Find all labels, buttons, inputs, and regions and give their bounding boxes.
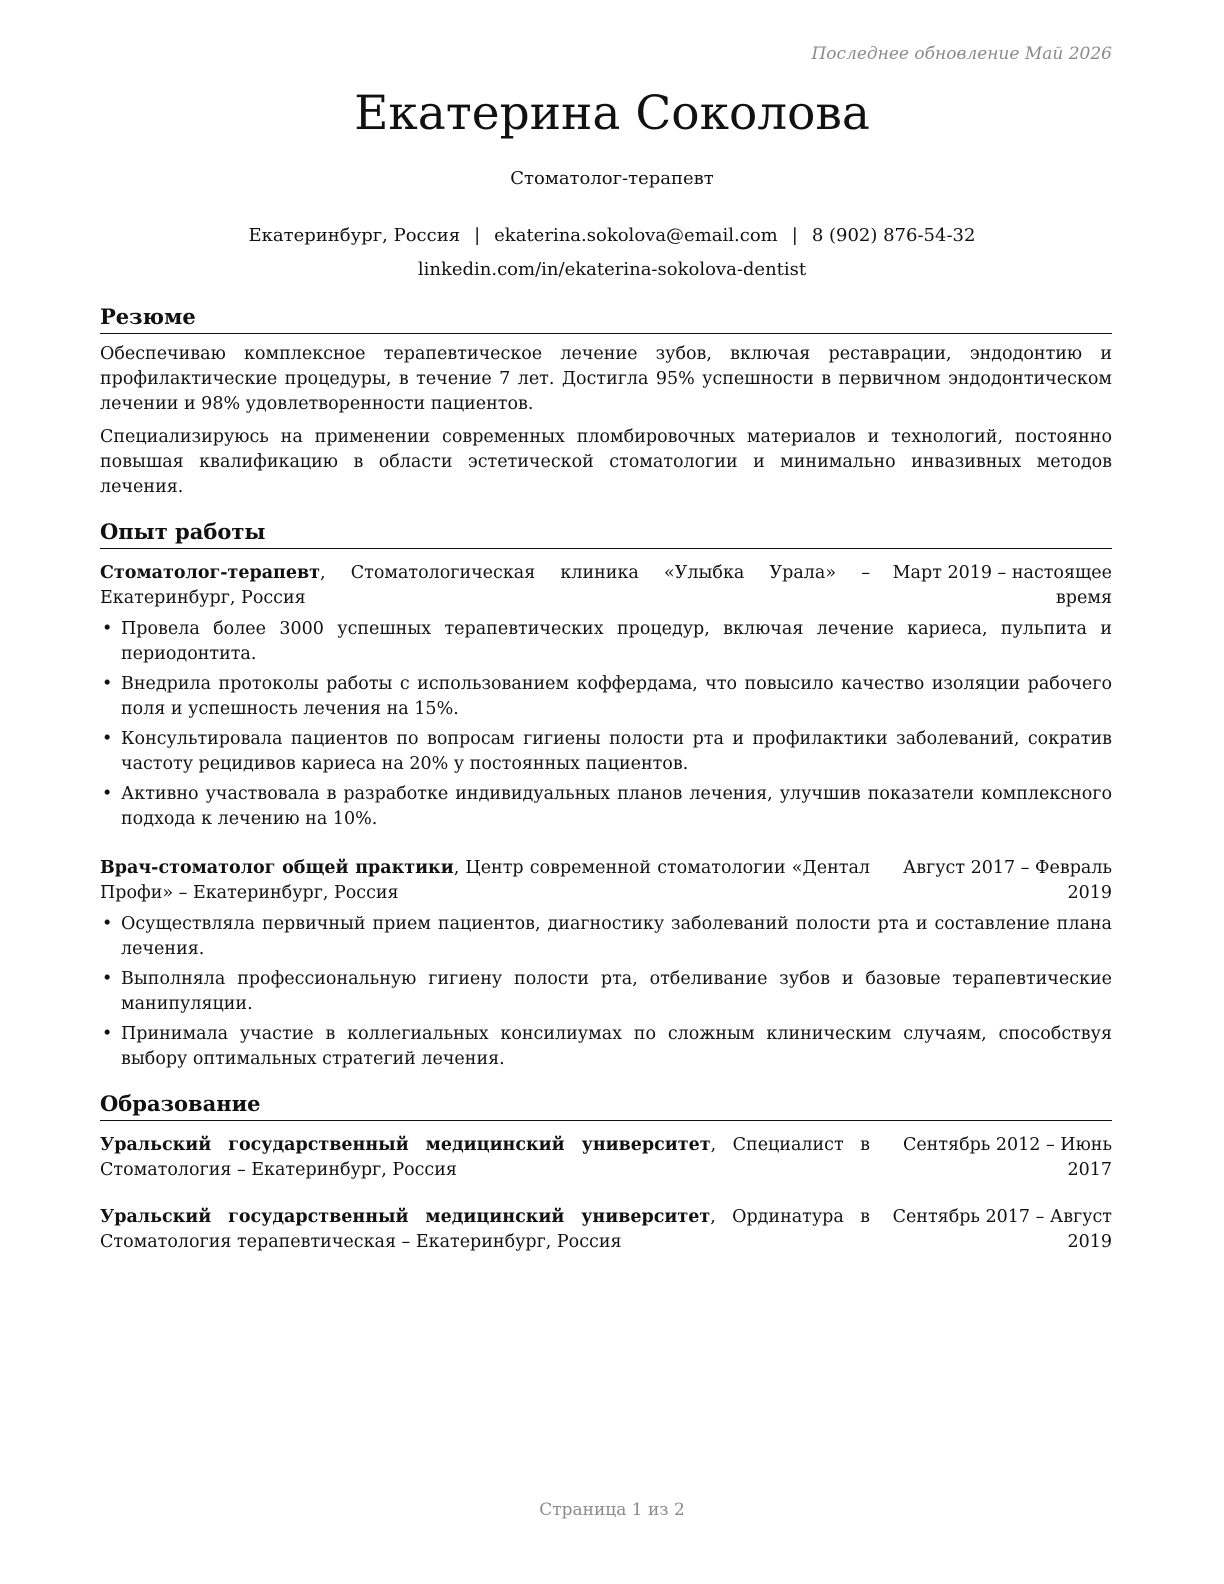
summary-paragraph: Специализируюсь на применении современных пломбировочных материалов и технологий, постоянно повышая квалификацию в области эстетической стоматологии и минимально инвазивных методов лечения. xyxy=(100,427,1112,497)
job-header xyxy=(100,856,1112,906)
linkedin-link[interactable]: linkedin.com/in/ekaterina-sokolova-dentist xyxy=(417,259,807,280)
list-item: • Провела более 3000 успешных терапевтических процедур, включая лечение кариеса, пульпита и периодонтита. xyxy=(100,617,1112,667)
school-name: Уральский государственный медицинский университет xyxy=(100,1207,711,1227)
job-entry xyxy=(100,561,1112,832)
education-dates: Сентябрь 2012 – Июнь 2017 xyxy=(902,1135,1112,1180)
job-position xyxy=(100,856,870,906)
email-link[interactable]: ekaterina.sokolova@email.com xyxy=(494,225,778,246)
education-heading: Образование xyxy=(100,1090,1112,1121)
education-dates: Сентябрь 2017 – Август 2019 xyxy=(892,1207,1112,1252)
job-role: Стоматолог-терапевт xyxy=(100,563,320,583)
job-position xyxy=(100,561,870,611)
list-item: • Выполняла профессиональную гигиену полости рта, отбеливание зубов и базовые терапевтические манипуляции. xyxy=(100,967,1112,1017)
job-dates: Август 2017 – Февраль 2019 xyxy=(902,858,1112,903)
job-header xyxy=(100,561,1112,611)
job-role: Врач-стоматолог общей практики xyxy=(100,858,454,878)
experience-heading: Опыт работы xyxy=(100,518,1112,549)
degree-detail: , Ординатура в Стоматология терапевтическая – Екатеринбург, Россия xyxy=(100,1207,870,1252)
job-achievements xyxy=(100,617,1112,832)
education-section xyxy=(100,1090,1112,1255)
page-number: Страница 1 из 2 xyxy=(539,1500,685,1520)
contact-line xyxy=(0,219,1224,253)
list-item: • Активно участвовала в разработке индивидуальных планов лечения, улучшив показатели комплексного подхода к лечению на 10%. xyxy=(100,782,1112,832)
education-entry xyxy=(100,1133,1112,1183)
education-institution xyxy=(100,1133,870,1183)
list-item: • Внедрила протоколы работы с использованием коффердама, что повысило качество изоляции рабочего поля и успешность лечения на 15%. xyxy=(100,672,1112,722)
education-institution xyxy=(100,1205,870,1255)
school-name: Уральский государственный медицинский университет xyxy=(100,1135,711,1155)
separator: | xyxy=(474,225,481,246)
job-title: Стоматолог-терапевт xyxy=(510,168,714,189)
candidate-name: Екатерина Соколова xyxy=(354,86,870,141)
degree-detail: , Специалист в Стоматология – Екатеринбург, Россия xyxy=(100,1135,870,1180)
job-organization: , Стоматологическая клиника «Улыбка Урала» – Екатеринбург, Россия xyxy=(100,563,870,608)
location: Екатеринбург, Россия xyxy=(248,225,461,246)
job-dates: Март 2019 – настоящее время xyxy=(892,563,1112,608)
list-item: • Консультировала пациентов по вопросам гигиены полости рта и профилактики заболеваний, сократив частоту рецидивов кариеса на 20% у постоянных пациентов. xyxy=(100,727,1112,777)
separator: | xyxy=(791,225,798,246)
contact-info xyxy=(0,219,1224,287)
job-achievements xyxy=(100,912,1112,1072)
list-item: • Принимала участие в коллегиальных консилиумах по сложным клиническим случаям, способствуя выбору оптимальных стратегий лечения. xyxy=(100,1022,1112,1072)
resume-body xyxy=(100,303,1112,1255)
phone: 8 (902) 876-54-32 xyxy=(811,225,976,246)
education-entry xyxy=(100,1205,1112,1255)
summary-heading: Резюме xyxy=(100,303,1112,334)
list-item: • Осуществляла первичный прием пациентов, диагностику заболеваний полости рта и составление плана лечения. xyxy=(100,912,1112,962)
last-updated: Последнее обновление Май 2026 xyxy=(811,44,1112,64)
job-entry xyxy=(100,856,1112,1072)
summary-paragraph: Обеспечиваю комплексное терапевтическое лечение зубов, включая реставрации, эндодонтию и профилактические процедуры, в течение 7 лет. Достигла 95% успешности в первичном эндодонтическом лечении и 98% удовлетворенности пациентов. xyxy=(100,344,1112,414)
job-organization: , Центр современной стоматологии «Дентал Профи» – Екатеринбург, Россия xyxy=(100,858,870,903)
summary-section xyxy=(100,303,1112,500)
experience-section xyxy=(100,518,1112,1072)
